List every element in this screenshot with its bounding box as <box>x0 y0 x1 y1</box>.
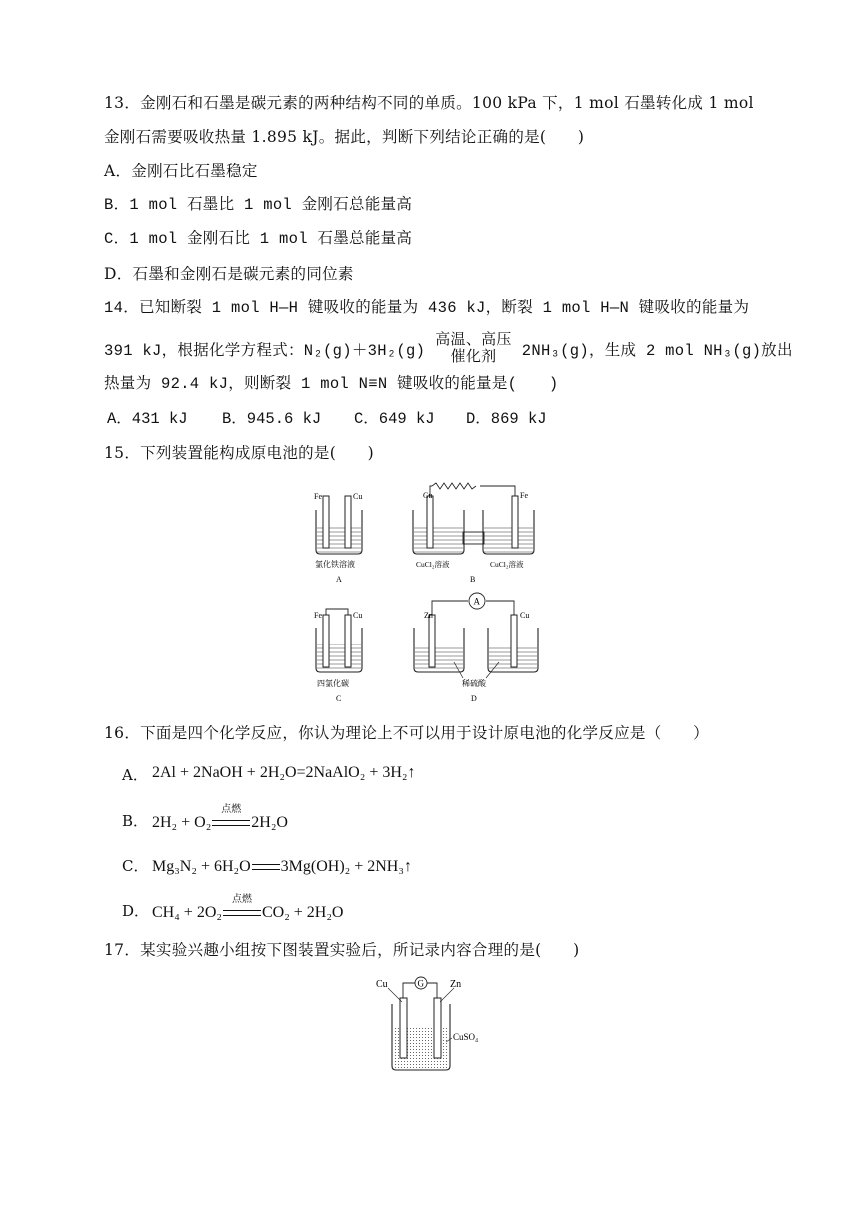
q16-option-c-equation <box>152 858 412 876</box>
beaker-b-solution-2: CuCl₂溶液 <box>490 560 524 569</box>
q15-figure <box>300 482 570 707</box>
q13-stem-line2: 金刚石需要吸收热量 1.895 kJ。据此，判断下列结论正确的是( ) <box>104 128 585 146</box>
q16-d-lhs: CH₄ + 2O₂ <box>152 904 222 921</box>
beaker-b-right-label: Fe <box>520 491 528 500</box>
q16-option-a-equation: 2Al + 2NaOH + 2H₂O=2NaAlO₂ + 3H₂↑ <box>152 764 416 781</box>
beaker-d-right-label: Cu <box>520 611 530 620</box>
q16-option-c-letter: C． <box>122 857 149 875</box>
q17-right-electrode: Zn <box>450 979 462 990</box>
beaker-c-tag: C <box>336 694 342 703</box>
beaker-d-left-label: Zn <box>424 611 433 620</box>
q17-solution: CuSO₄ <box>453 1032 479 1042</box>
beaker-d-meter: A <box>473 596 480 607</box>
beaker-d-solution: 稀硫酸 <box>462 679 486 688</box>
q16-b-cond: 点燃 <box>221 804 242 815</box>
q14-option-b: B．945.6 kJ <box>222 410 322 428</box>
beaker-a-left-label: Fe <box>314 492 322 501</box>
beaker-a <box>314 492 362 584</box>
q17-left-electrode: Cu <box>376 979 388 990</box>
beaker-b-left-label: Cu <box>423 491 433 500</box>
q14-option-a: A．431 kJ <box>107 410 188 428</box>
q13-option-d: D．石墨和金刚石是碳元素的同位素 <box>104 265 354 283</box>
q14-stem-line1: 14．已知断裂 1 mol H—H 键吸收的能量为 436 kJ，断裂 1 mol H—N 键吸收的能量为 <box>104 299 750 317</box>
q13-option-a: A．金刚石比石墨稳定 <box>104 162 258 180</box>
q13-stem-line1: 13．金刚石和石墨是碳元素的两种结构不同的单质。100 kPa 下，1 mol 石墨转化成 1 mol <box>104 94 754 112</box>
q13-option-c: C．1 mol 金刚石比 1 mol 石墨总能量高 <box>104 230 413 248</box>
beaker-a-tag: A <box>336 575 342 584</box>
beaker-c-left-label: Fe <box>314 611 322 620</box>
galvanometer-label: G <box>417 978 424 989</box>
beaker-b-solution-1: CuCl₂溶液 <box>416 560 450 569</box>
q16-stem: 16．下面是四个化学反应，你认为理论上不可以用于设计原电池的化学反应是（ ） <box>104 724 709 742</box>
q14-option-d: D．869 kJ <box>466 410 547 428</box>
q16-b-lhs: 2H₂ + O₂ <box>152 814 212 831</box>
q16-c-rhs: 3Mg(OH)₂ + 2NH₃↑ <box>280 858 412 875</box>
q15-stem: 15．下列装置能构成原电池的是( ) <box>104 444 375 462</box>
q14-reaction-condition <box>435 332 512 366</box>
q16-c-arrow <box>252 864 280 870</box>
beaker-b-tag: B <box>470 575 476 584</box>
q16-d-arrow <box>222 894 262 922</box>
beaker-a-right-label: Cu <box>353 492 363 501</box>
q14-line2-pre: 391 kJ，根据化学方程式：N₂(g)＋3H₂(g) <box>104 342 426 361</box>
q14-stem-line3: 热量为 92.4 kJ，则断裂 1 mol N≡N 键吸收的能量是( ) <box>104 375 559 393</box>
q16-d-rhs: CO₂ + 2H₂O <box>261 904 344 921</box>
q17-stem: 17．某实验兴趣小组按下图装置实验后，所记录内容合理的是( ) <box>104 941 580 959</box>
beaker-c-right-label: Cu <box>353 611 363 620</box>
beaker-c <box>314 609 362 703</box>
q16-b-rhs: 2H₂O <box>251 814 288 831</box>
q17-figure <box>370 970 500 1075</box>
q16-c-lhs: Mg₃N₂ + 6H₂O <box>152 858 251 875</box>
q16-option-a-letter: A． <box>122 766 148 784</box>
q14-cond-top: 高温、高压 <box>435 332 512 349</box>
q16-b-arrow <box>211 804 251 832</box>
q16-option-b-letter: B． <box>122 812 149 830</box>
q16-option-d-equation <box>152 894 344 922</box>
q14-option-c: C．649 kJ <box>354 410 435 428</box>
q16-option-d-letter: D． <box>122 902 150 920</box>
beaker-d <box>414 593 538 703</box>
q16-option-b-equation <box>152 804 288 832</box>
q16-d-cond: 点燃 <box>231 894 252 905</box>
q13-option-b: B．1 mol 石墨比 1 mol 金刚石总能量高 <box>104 196 413 214</box>
beaker-b <box>413 483 534 584</box>
beaker-d-tag: D <box>471 694 477 703</box>
q14-line2-post: 2NH₃(g)，生成 2 mol NH₃(g)放出 <box>521 342 793 361</box>
beaker-a-solution: 氯化铁溶液 <box>315 560 355 569</box>
q14-stem-line2 <box>104 334 793 368</box>
q14-cond-bottom: 催化剂 <box>450 349 497 366</box>
beaker-c-solution: 四氯化碳 <box>317 679 349 688</box>
